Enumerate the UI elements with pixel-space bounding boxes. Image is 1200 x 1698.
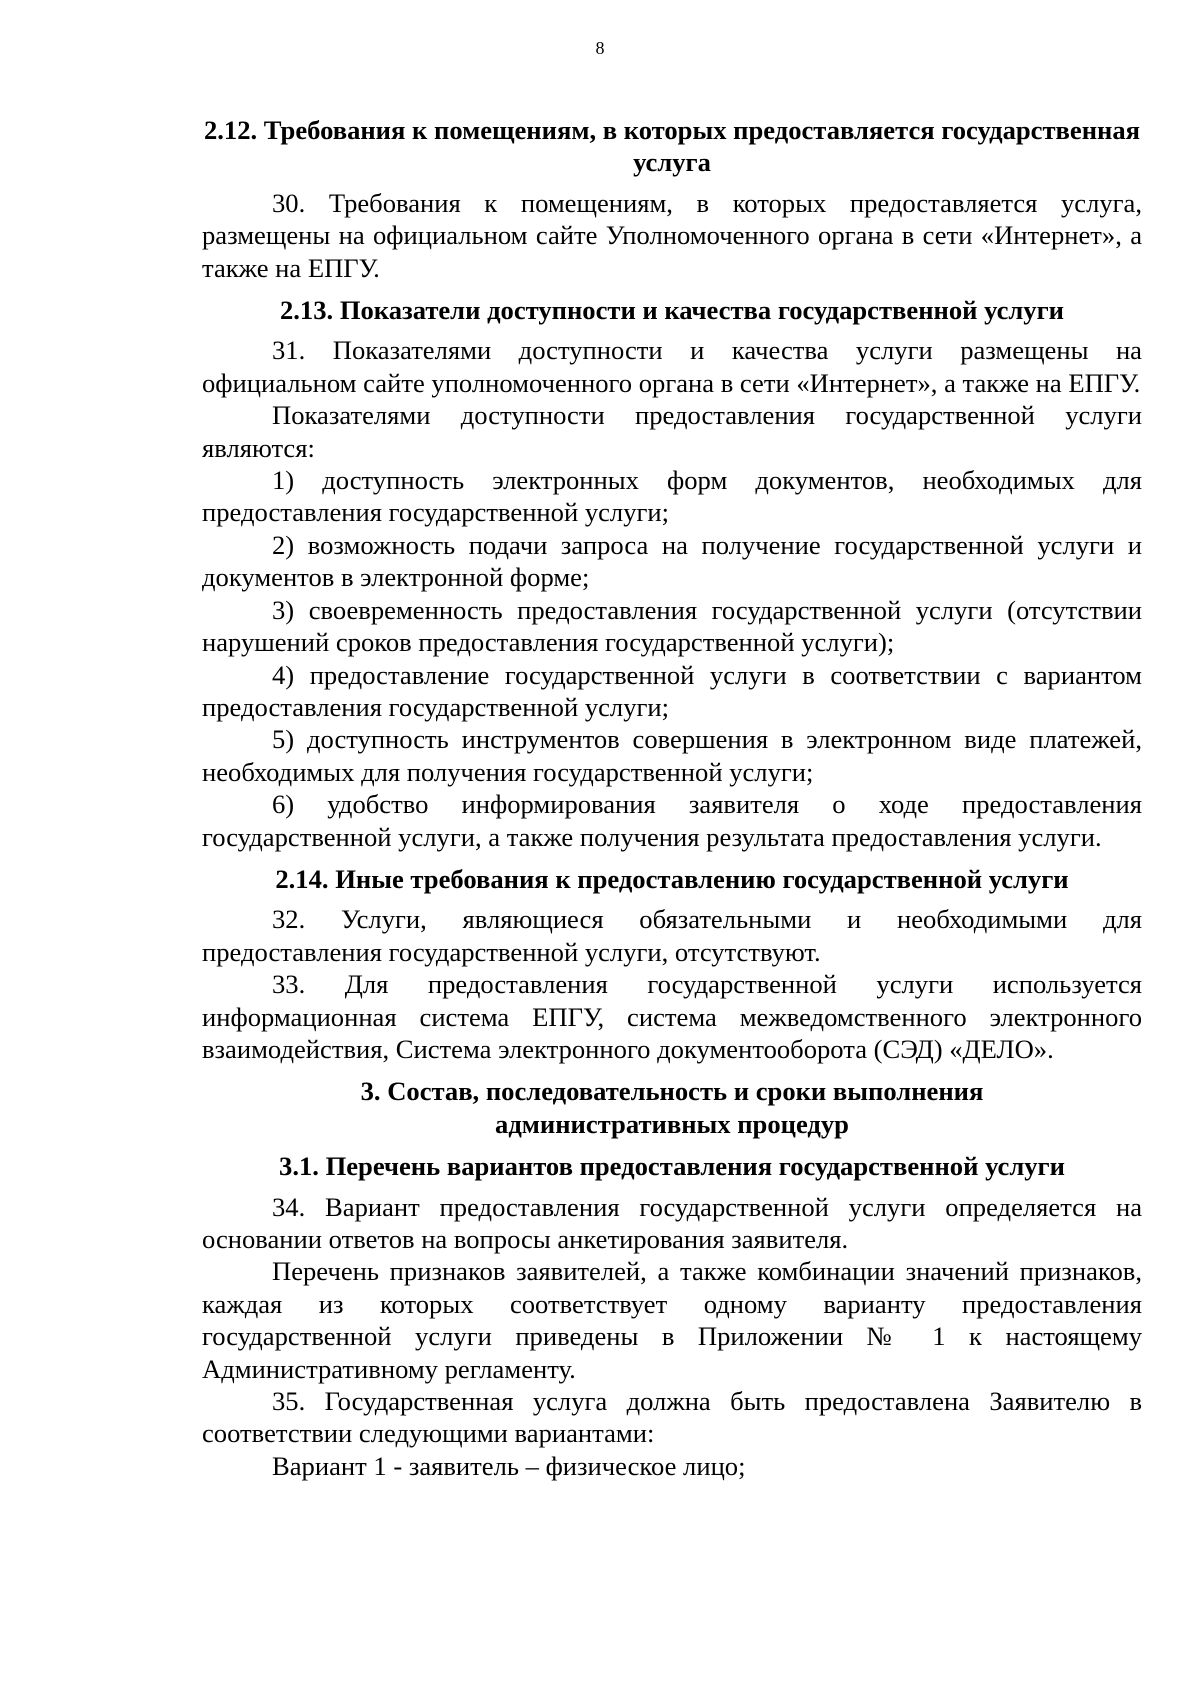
paragraph-32: 32. Услуги, являющиеся обязательными и необходимыми для предоставления государственной услуги, отсутствуют. (202, 904, 1142, 967)
list-item-1: 1) доступность электронных форм документов, необходимых для предоставления государственной услуги; (202, 465, 1142, 528)
paragraph-applicant-attributes: Перечень признаков заявителей, а также комбинации значений признаков, каждая из которых соответствует одному варианту предоставления государственной услуги приведены в Приложении № 1 к настоящему Административному регламенту. (202, 1256, 1142, 1384)
chapter-heading-3-line1: 3. Состав, последовательность и сроки выполнения (360, 1076, 984, 1107)
section-heading-2-13: 2.13. Показатели доступности и качества государственной услуги (279, 295, 1065, 326)
paragraph-31: 31. Показателями доступности и качества услуги размещены на официальном сайте уполномоченного органа в сети «Интернет», а также на ЕПГУ. (202, 335, 1142, 398)
paragraph-30: 30. Требования к помещениям, в которых предоставляется услуга, размещены на официальном сайте Уполномоченного органа в сети «Интернет», а также на ЕПГУ. (202, 187, 1142, 283)
section-heading-2-14: 2.14. Иные требования к предоставлению государственной услуги (275, 863, 1069, 894)
paragraph-35: 35. Государственная услуга должна быть предоставлена Заявителю в соответствии следующими вариантами: (202, 1386, 1142, 1449)
paragraph-33: 33. Для предоставления государственной услуги используется информационная система ЕПГУ, система межведомственного электронного взаимодействия, Система электронного документооборота (СЭД) «ДЕЛО». (202, 969, 1142, 1064)
section-heading-3-1: 3.1. Перечень вариантов предоставления государственной услуги (279, 1151, 1065, 1182)
variant-1: Вариант 1 - заявитель – физическое лицо; (272, 1450, 746, 1481)
document-body (202, 114, 1142, 1482)
chapter-heading-3-line2: административных процедур (495, 1108, 849, 1139)
paragraph-34: 34. Вариант предоставления государственной услуги определяется на основании ответов на вопросы анкетирования заявителя. (202, 1191, 1142, 1254)
section-heading-2-12: 2.12. Требования к помещениям, в которых предоставляется государственная услуга (203, 115, 1141, 178)
page-number: 8 (595, 38, 605, 58)
paragraph-indicators-intro: Показателями доступности предоставления государственной услуги являются: (202, 400, 1142, 463)
chapter-heading-3 (202, 1075, 1142, 1140)
list-item-2: 2) возможность подачи запроса на получение государственной услуги и документов в электронной форме; (202, 529, 1142, 593)
list-item-4: 4) предоставление государственной услуги в соответствии с вариантом предоставления государственной услуги; (202, 659, 1142, 722)
list-item-3: 3) своевременность предоставления государственной услуги (отсутствии нарушений сроков предоставления государственной услуги); (202, 594, 1142, 658)
list-item-6: 6) удобство информирования заявителя о ходе предоставления государственной услуги, а также получения результата предоставления услуги. (202, 789, 1142, 852)
list-item-5: 5) доступность инструментов совершения в электронном виде платежей, необходимых для получения государственной услуги; (202, 724, 1142, 787)
